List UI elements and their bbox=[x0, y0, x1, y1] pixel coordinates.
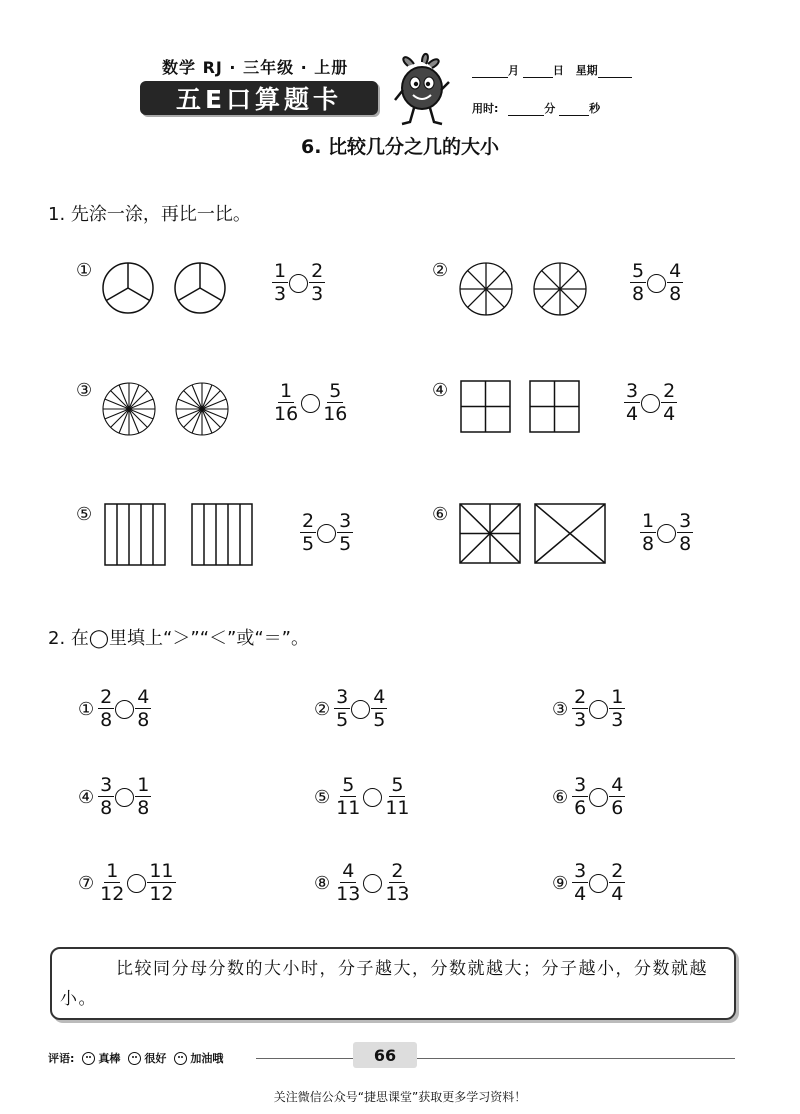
fraction: $\frac{4}{8}$ bbox=[137, 686, 150, 731]
fraction: $\frac{1}{16}$ bbox=[274, 380, 299, 425]
fraction: $\frac{5}{11}$ bbox=[336, 774, 361, 819]
title-banner: 五E口算题卡 bbox=[140, 81, 378, 115]
fraction: $\frac{1}{8}$ bbox=[642, 510, 655, 555]
fraction: $\frac{5}{11}$ bbox=[385, 774, 410, 819]
fraction: $\frac{1}{8}$ bbox=[137, 774, 150, 819]
compare-circle[interactable] bbox=[589, 874, 608, 893]
compare-circle[interactable] bbox=[351, 700, 370, 719]
smile-face-icon[interactable] bbox=[128, 1052, 141, 1065]
compare-circle[interactable] bbox=[589, 788, 608, 807]
s1-item-1-circles[interactable] bbox=[102, 261, 230, 317]
fraction: $\frac{4}{8}$ bbox=[669, 260, 682, 305]
item-number: ⑧ bbox=[314, 872, 331, 894]
rating-option-3: 加油哦 bbox=[190, 1052, 224, 1065]
rating-row bbox=[48, 1050, 223, 1066]
s2-item-6 bbox=[552, 776, 625, 818]
weekday-label: 星期 bbox=[575, 64, 598, 77]
s1-item-6-squares[interactable] bbox=[459, 503, 607, 565]
s1-item-5-compare bbox=[300, 512, 353, 554]
cheer-face-icon[interactable] bbox=[174, 1052, 187, 1065]
fraction: $\frac{4}{6}$ bbox=[611, 774, 624, 819]
section-1-title: 1. 先涂一涂，再比一比。 bbox=[48, 204, 251, 225]
time-fields bbox=[472, 100, 600, 116]
item-number: ⑥ bbox=[552, 786, 569, 808]
day-label: 日 bbox=[552, 64, 564, 77]
s1-item-5-rectangles[interactable] bbox=[104, 503, 254, 567]
lesson-title: 6. 比较几分之几的大小 bbox=[300, 136, 500, 158]
fraction: $\frac{4}{13}$ bbox=[336, 860, 361, 905]
month-label: 月 bbox=[508, 64, 519, 77]
s1-item-2-circles[interactable] bbox=[459, 261, 587, 317]
compare-circle[interactable] bbox=[589, 700, 608, 719]
compare-circle[interactable] bbox=[115, 788, 134, 807]
section-2-title: 2. 在◯里填上“＞”“＜”或“＝”。 bbox=[48, 628, 309, 649]
promo-text: 关注微信公众号“捷思课堂”获取更多学习资料！ bbox=[273, 1090, 527, 1104]
mascot-icon bbox=[392, 50, 452, 128]
minute-label: 分 bbox=[544, 102, 556, 115]
s1-item-2-compare bbox=[630, 262, 683, 304]
s1-item-2-number: ② bbox=[432, 260, 449, 281]
weekday-blank[interactable] bbox=[598, 66, 632, 78]
fraction: $\frac{5}{16}$ bbox=[323, 380, 348, 425]
grin-face-icon[interactable] bbox=[82, 1052, 95, 1065]
item-number: ③ bbox=[552, 698, 569, 720]
compare-circle[interactable] bbox=[127, 874, 146, 893]
footer-divider-right bbox=[417, 1058, 735, 1059]
subject-line: 数学 RJ · 三年级 · 上册 bbox=[162, 58, 349, 77]
compare-circle[interactable] bbox=[657, 524, 676, 543]
fraction: $\frac{3}{6}$ bbox=[574, 774, 587, 819]
fraction: $\frac{2}{5}$ bbox=[302, 510, 315, 555]
compare-circle[interactable] bbox=[317, 524, 336, 543]
compare-circle[interactable] bbox=[641, 394, 660, 413]
fraction: $\frac{2}{3}$ bbox=[311, 260, 324, 305]
compare-circle[interactable] bbox=[289, 274, 308, 293]
fraction: $\frac{2}{3}$ bbox=[574, 686, 587, 731]
item-number: ④ bbox=[78, 786, 95, 808]
s2-item-5 bbox=[314, 776, 412, 818]
fraction: $\frac{3}{8}$ bbox=[679, 510, 692, 555]
s1-item-4-compare bbox=[624, 382, 677, 424]
compare-circle[interactable] bbox=[363, 788, 382, 807]
fraction: $\frac{11}{12}$ bbox=[149, 860, 174, 905]
time-label: 用时: bbox=[472, 102, 499, 115]
fraction: $\frac{3}{4}$ bbox=[574, 860, 587, 905]
s1-item-3-number: ③ bbox=[76, 380, 93, 401]
item-number: ② bbox=[314, 698, 331, 720]
s2-item-2 bbox=[314, 688, 387, 730]
item-number: ⑤ bbox=[314, 786, 331, 808]
s1-item-3-compare bbox=[272, 382, 349, 424]
fraction: $\frac{3}{8}$ bbox=[100, 774, 113, 819]
s2-item-3 bbox=[552, 688, 625, 730]
s2-item-1 bbox=[78, 688, 151, 730]
fraction: $\frac{3}{4}$ bbox=[626, 380, 639, 425]
fraction: $\frac{1}{3}$ bbox=[274, 260, 287, 305]
fraction: $\frac{1}{12}$ bbox=[100, 860, 125, 905]
fraction: $\frac{2}{4}$ bbox=[663, 380, 676, 425]
compare-circle[interactable] bbox=[363, 874, 382, 893]
compare-circle[interactable] bbox=[115, 700, 134, 719]
item-number: ① bbox=[78, 698, 95, 720]
second-label: 秒 bbox=[589, 102, 601, 115]
day-blank[interactable] bbox=[523, 66, 553, 78]
footer-divider-left bbox=[256, 1058, 353, 1059]
s1-item-1-number: ① bbox=[76, 260, 93, 281]
fraction: $\frac{2}{8}$ bbox=[100, 686, 113, 731]
fraction: $\frac{1}{3}$ bbox=[611, 686, 624, 731]
second-blank[interactable] bbox=[559, 104, 589, 116]
rating-option-2: 很好 bbox=[144, 1052, 167, 1065]
fraction: $\frac{2}{4}$ bbox=[611, 860, 624, 905]
s1-item-5-number: ⑤ bbox=[76, 504, 93, 525]
minute-blank[interactable] bbox=[508, 104, 544, 116]
compare-circle[interactable] bbox=[301, 394, 320, 413]
page-number: 66 bbox=[353, 1042, 417, 1068]
fraction: $\frac{3}{5}$ bbox=[339, 510, 352, 555]
rating-option-1: 真棒 bbox=[98, 1052, 121, 1065]
fraction: $\frac{5}{8}$ bbox=[632, 260, 645, 305]
compare-circle[interactable] bbox=[647, 274, 666, 293]
s2-item-7 bbox=[78, 862, 176, 904]
s1-item-1-compare bbox=[272, 262, 325, 304]
s1-item-3-circles[interactable] bbox=[102, 380, 230, 438]
s1-item-6-compare bbox=[640, 512, 693, 554]
s2-item-8 bbox=[314, 862, 412, 904]
s1-item-4-number: ④ bbox=[432, 380, 449, 401]
item-number: ⑦ bbox=[78, 872, 95, 894]
s2-item-4 bbox=[78, 776, 151, 818]
rating-label: 评语: bbox=[48, 1052, 75, 1065]
month-blank[interactable] bbox=[472, 66, 508, 78]
s1-item-6-number: ⑥ bbox=[432, 504, 449, 525]
fraction: $\frac{2}{13}$ bbox=[385, 860, 410, 905]
date-fields bbox=[472, 62, 632, 78]
fraction: $\frac{4}{5}$ bbox=[373, 686, 386, 731]
tip-text: 比较同分母分数的大小时，分子越大，分数就越大；分子越小，分数就越小。 bbox=[60, 959, 708, 1009]
item-number: ⑨ bbox=[552, 872, 569, 894]
s1-item-4-squares[interactable] bbox=[460, 380, 580, 434]
fraction: $\frac{3}{5}$ bbox=[336, 686, 349, 731]
s2-item-9 bbox=[552, 862, 625, 904]
